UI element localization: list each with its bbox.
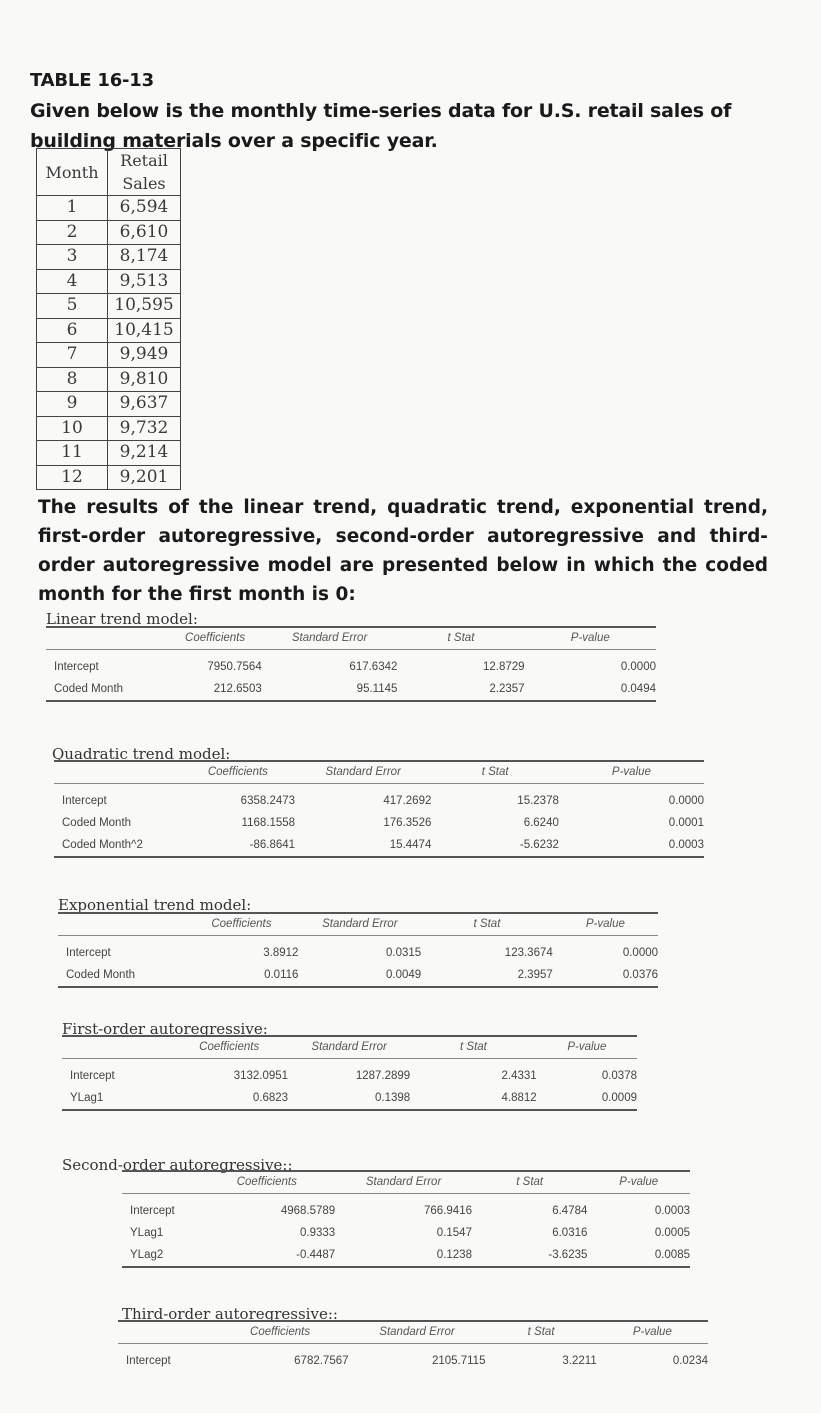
std-error-value: 1287.2899 — [355, 1070, 411, 1082]
std-error-value: 0.0049 — [386, 969, 422, 981]
regression-header-row — [46, 628, 656, 650]
table-row — [37, 220, 181, 245]
variable-label: YLag1 — [70, 1092, 104, 1104]
table-row — [37, 294, 181, 319]
t-stat-value: 2.2357 — [489, 683, 525, 695]
header-blank — [46, 628, 168, 649]
coefficients-header: Coefficients — [207, 766, 268, 778]
month-cell: 8 — [37, 367, 108, 392]
regression-row — [46, 678, 656, 700]
std-error-value: 0.0315 — [386, 947, 422, 959]
std-error-value: 0.1547 — [436, 1227, 472, 1239]
coefficient-value: 0.9333 — [300, 1227, 336, 1239]
p-value-value: 0.0009 — [601, 1092, 637, 1104]
regression-row — [62, 1065, 637, 1087]
p-value-value: 0.0378 — [601, 1070, 637, 1082]
month-cell: 3 — [37, 245, 108, 270]
std-error-value: 766.9416 — [424, 1205, 472, 1217]
table-title: TABLE 16-13 — [30, 70, 154, 91]
linear-model-table — [46, 626, 656, 702]
t-stat-value: 6.6240 — [523, 817, 559, 829]
quadratic-model-title: Quadratic trend model: — [52, 745, 231, 763]
std-error-header: Standard Error — [291, 632, 368, 644]
variable-label: Intercept — [70, 1070, 115, 1082]
sales-cell: 9,810 — [108, 367, 181, 392]
t-stat-value: -5.6232 — [519, 839, 559, 851]
t-stat-header: t Stat — [460, 1041, 487, 1053]
p-value-value: 0.0000 — [620, 661, 656, 673]
header-blank — [58, 914, 184, 935]
coefficient-value: 3.8912 — [263, 947, 299, 959]
coefficient-value: -86.8641 — [249, 839, 296, 851]
coefficient-value: 212.6503 — [213, 683, 262, 695]
p-value-header: P-value — [570, 632, 610, 644]
sales-cell: 9,637 — [108, 392, 181, 417]
table-row — [37, 245, 181, 270]
ar1-model-table — [62, 1035, 637, 1111]
p-value-header: P-value — [619, 1176, 659, 1188]
ar3-model-title: Third-order autoregressive:: — [122, 1305, 338, 1323]
regression-row — [54, 790, 704, 812]
variable-label: Intercept — [62, 795, 107, 807]
regression-header-row — [58, 914, 658, 936]
regression-row — [122, 1222, 690, 1244]
regression-row — [58, 964, 658, 986]
linear-model-title: Linear trend model: — [46, 610, 198, 628]
coefficient-value: 6782.7567 — [294, 1355, 349, 1367]
table-row — [37, 196, 181, 221]
exponential-model-table — [58, 912, 658, 988]
sales-cell: 8,174 — [108, 245, 181, 270]
t-stat-value: 2.3957 — [517, 969, 553, 981]
std-error-header: Standard Error — [322, 918, 398, 930]
p-value-header: P-value — [632, 1326, 672, 1338]
regression-row — [122, 1244, 690, 1266]
std-error-value: 95.1145 — [356, 683, 398, 695]
header-blank — [62, 1037, 170, 1058]
p-value-value: 0.0494 — [620, 683, 656, 695]
regression-row — [54, 812, 704, 834]
ar3-model-table — [118, 1320, 708, 1372]
p-value-value: 0.0005 — [654, 1227, 690, 1239]
regression-row — [46, 656, 656, 678]
p-value-value: 0.0234 — [672, 1355, 708, 1367]
month-column-header: Month — [37, 149, 108, 196]
t-stat-value: 3.2211 — [562, 1355, 597, 1367]
std-error-value: 15.4474 — [389, 839, 432, 851]
variable-label: YLag1 — [130, 1227, 164, 1239]
header-blank — [122, 1172, 198, 1193]
sales-cell: 9,949 — [108, 343, 181, 368]
sales-cell: 9,201 — [108, 465, 181, 490]
std-error-value: 176.3526 — [383, 817, 432, 829]
t-stat-header: t Stat — [473, 918, 501, 930]
variable-label: Intercept — [54, 661, 99, 673]
variable-label: Coded Month — [62, 817, 132, 829]
table-row — [37, 392, 181, 417]
month-cell: 9 — [37, 392, 108, 417]
coefficients-header: Coefficients — [199, 1041, 260, 1053]
table-heading — [30, 66, 770, 156]
table-row — [37, 343, 181, 368]
std-error-value: 0.1398 — [375, 1092, 411, 1104]
coefficient-value: 7950.7564 — [207, 661, 262, 673]
p-value-header: P-value — [611, 766, 651, 778]
variable-label: Coded Month^2 — [62, 839, 143, 851]
regression-row — [118, 1350, 708, 1372]
sales-cell: 9,513 — [108, 269, 181, 294]
table-row — [37, 416, 181, 441]
month-cell: 4 — [37, 269, 108, 294]
month-cell: 10 — [37, 416, 108, 441]
table-row — [37, 318, 181, 343]
t-stat-value: 123.3674 — [504, 947, 553, 959]
p-value-value: 0.0003 — [654, 1205, 690, 1217]
t-stat-value: 2.4331 — [501, 1070, 537, 1082]
regression-row — [62, 1087, 637, 1109]
header-blank — [54, 762, 181, 783]
std-error-header: Standard Error — [311, 1041, 387, 1053]
p-value-value: 0.0376 — [622, 969, 659, 981]
regression-row — [122, 1200, 690, 1222]
ar2-model-table — [122, 1170, 690, 1268]
month-cell: 6 — [37, 318, 108, 343]
std-error-value: 0.1238 — [436, 1249, 472, 1261]
coefficients-header: Coefficients — [185, 632, 246, 644]
coefficients-header: Coefficients — [236, 1176, 297, 1188]
coefficient-value: 0.0116 — [264, 969, 299, 981]
t-stat-value: 6.0316 — [552, 1227, 588, 1239]
coefficients-header: Coefficients — [211, 918, 272, 930]
std-error-value: 2105.7115 — [431, 1355, 486, 1367]
table-subtitle: Given below is the monthly time-series data for U.S. retail sales of building materials over a specific year. — [30, 100, 732, 152]
t-stat-value: 4.8812 — [501, 1092, 537, 1104]
p-value-value: 0.0003 — [668, 839, 704, 851]
models-description: The results of the linear trend, quadratic trend, exponential trend, first-order autoregressive, second-order autoregressive and third-order autoregressive model are presented below in which the coded month for the first month is 0: — [38, 497, 768, 605]
coefficient-value: 1168.1558 — [241, 817, 296, 829]
month-cell: 5 — [37, 294, 108, 319]
regression-header-row — [122, 1172, 690, 1194]
regression-header-row — [118, 1322, 708, 1344]
variable-label: Intercept — [130, 1205, 175, 1217]
p-value-value: 0.0001 — [668, 817, 704, 829]
std-error-header: Standard Error — [379, 1326, 455, 1338]
month-cell: 11 — [37, 441, 108, 466]
p-value-header: P-value — [585, 918, 625, 930]
std-error-header: Standard Error — [325, 766, 401, 778]
p-value-header: P-value — [567, 1041, 607, 1053]
ar2-model-title: Second-order autoregressive:: — [62, 1156, 293, 1174]
coefficient-value: 3132.0951 — [233, 1070, 289, 1082]
sales-cell: 9,732 — [108, 416, 181, 441]
variable-label: Intercept — [126, 1355, 171, 1367]
sales-cell: 10,415 — [108, 318, 181, 343]
sales-cell: 6,594 — [108, 196, 181, 221]
header-blank — [118, 1322, 212, 1343]
month-cell: 12 — [37, 465, 108, 490]
sales-column-header: Retail Sales — [108, 149, 181, 196]
t-stat-header: t Stat — [447, 632, 475, 644]
coefficient-value: 4968.5789 — [280, 1205, 336, 1217]
coefficient-value: 0.6823 — [252, 1092, 289, 1104]
t-stat-header: t Stat — [481, 766, 509, 778]
exponential-model-title: Exponential trend model: — [58, 896, 252, 914]
month-cell: 2 — [37, 220, 108, 245]
retail-sales-table — [36, 148, 181, 490]
p-value-value: 0.0000 — [668, 795, 704, 807]
sales-cell: 10,595 — [108, 294, 181, 319]
table-row — [37, 367, 181, 392]
ar1-model-title: First-order autoregressive: — [62, 1020, 268, 1038]
t-stat-value: 15.2378 — [517, 795, 559, 807]
month-cell: 7 — [37, 343, 108, 368]
t-stat-header: t Stat — [527, 1326, 555, 1338]
regression-header-row — [54, 762, 704, 784]
variable-label: Coded Month — [54, 683, 124, 695]
sales-cell: 6,610 — [108, 220, 181, 245]
std-error-header: Standard Error — [365, 1176, 442, 1188]
t-stat-value: -3.6235 — [548, 1249, 588, 1261]
std-error-value: 617.6342 — [349, 661, 398, 673]
sales-cell: 9,214 — [108, 441, 181, 466]
variable-label: YLag2 — [130, 1249, 164, 1261]
regression-header-row — [62, 1037, 637, 1059]
p-value-value: 0.0000 — [622, 947, 659, 959]
month-cell: 1 — [37, 196, 108, 221]
t-stat-value: 6.4784 — [552, 1205, 588, 1217]
table-row — [37, 465, 181, 490]
std-error-value: 417.2692 — [383, 795, 432, 807]
variable-label: Intercept — [66, 947, 111, 959]
coefficients-header: Coefficients — [250, 1326, 311, 1338]
variable-label: Coded Month — [66, 969, 136, 981]
regression-row — [54, 834, 704, 856]
p-value-value: 0.0085 — [654, 1249, 690, 1261]
quadratic-model-table — [54, 760, 704, 858]
table-row — [37, 441, 181, 466]
table-row — [37, 269, 181, 294]
coefficient-value: -0.4487 — [296, 1249, 336, 1261]
t-stat-value: 12.8729 — [483, 661, 525, 673]
t-stat-header: t Stat — [516, 1176, 544, 1188]
coefficient-value: 6358.2473 — [240, 795, 296, 807]
regression-row — [58, 942, 658, 964]
